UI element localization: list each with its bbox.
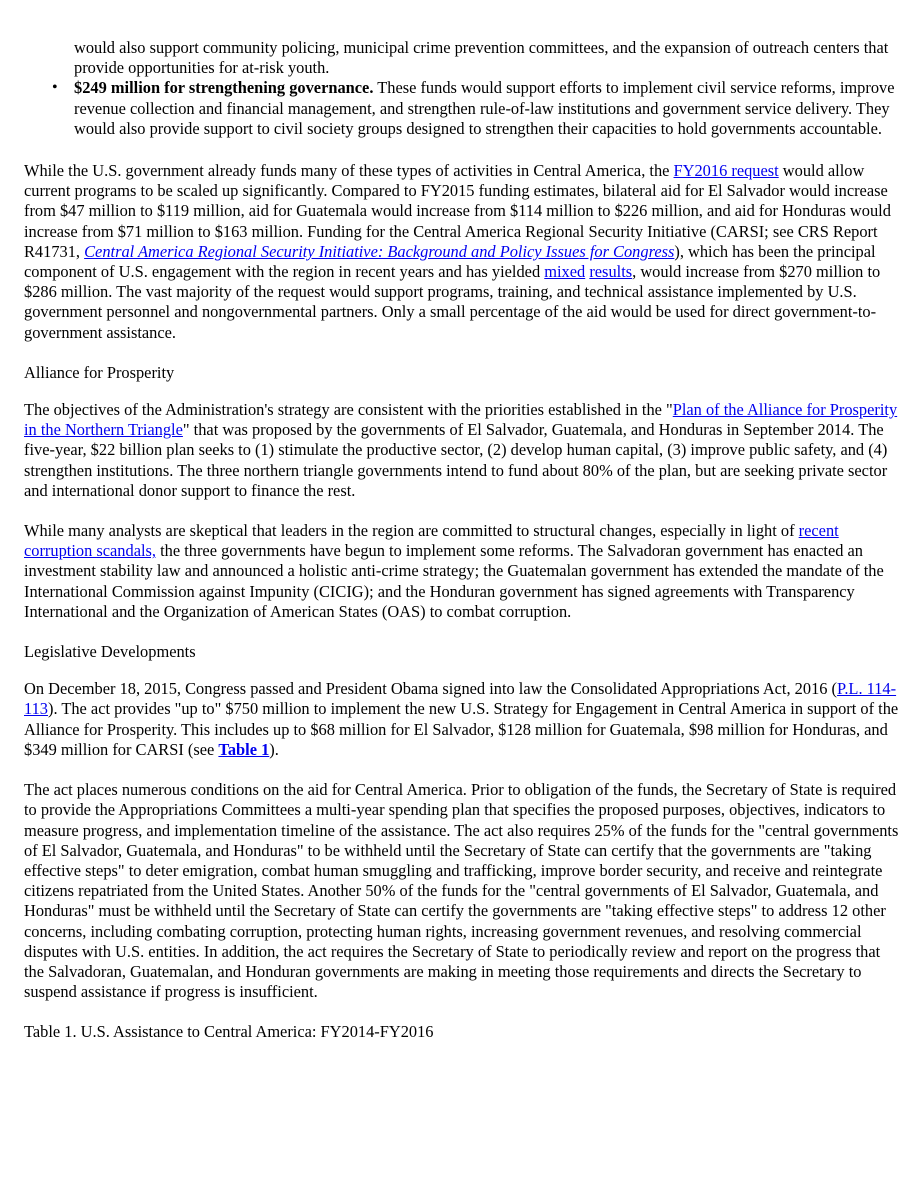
fy2016-request-link[interactable]: FY2016 request xyxy=(673,161,779,181)
results-link[interactable]: results xyxy=(589,262,633,282)
para4-text-1: On December 18, 2015, Congress passed and President Obama signed into law the Consolidated Appropriations Act, 2016 ( xyxy=(24,679,838,699)
para2-text-1: The objectives of the Administration's strategy are consistent with the priorities established in the " xyxy=(24,400,673,420)
alliance-plan-link[interactable]: Plan of the Alliance for Prosperity in the Northern Triangle xyxy=(24,400,898,440)
list-item xyxy=(52,78,900,139)
section-heading-alliance: Alliance for Prosperity xyxy=(24,362,175,382)
crs-report-link[interactable]: Central America Regional Security Initiative: Background and Policy Issues for Congress xyxy=(84,241,675,261)
bullet-text xyxy=(74,78,900,139)
mixed-link[interactable]: mixed xyxy=(544,262,586,282)
para4-text-3: ). xyxy=(269,739,279,759)
paragraph-reforms xyxy=(24,521,900,622)
section-heading-legislative: Legislative Developments xyxy=(24,642,196,662)
paragraph-fy2016-request xyxy=(24,161,900,343)
para1-text-3: ), which has been the principal component of U.S. engagement with the region in recent years and has yielded xyxy=(24,241,876,282)
para2-text-2: " that was proposed by the governments of El Salvador, Guatemala, and Honduras in September 2014. The five-year, $22 billion plan seeks to (1) stimulate the productive sector, (2) develop human capital, (3) improve public safety, and (4) strengthen institutions. The three northern triangle governments intend to fund about 80% of the plan, but are seeking private sector and international donor support to finance the rest. xyxy=(24,420,888,500)
table-1-link[interactable]: Table 1 xyxy=(218,739,270,759)
bullet-lead: $249 million for strengthening governance. xyxy=(74,78,374,98)
corruption-scandals-link[interactable]: recent corruption scandals, xyxy=(24,521,839,561)
para1-text-2: would allow current programs to be scaled up significantly. Compared to FY2015 funding estimates, bilateral aid for El Salvador would increase from $47 million to $119 million, aid for Guatemala would increase from $114 million to $226 million, and aid for Honduras would increase from $71 million to $163 million. Funding for the Central America Regional Security Initiative (CARSI; see CRS Report R41731, xyxy=(24,161,891,261)
para3-text-2: the three governments have begun to implement some reforms. The Salvadoran government has enacted an investment stability law and announced a holistic anti-crime strategy; the Guatemalan government has extended the mandate of the International Commission against Impunity (CICIG); and the Honduran government has signed agreements with Transparency International and the Organization of American States (OAS) to combat corruption. xyxy=(24,541,884,621)
paragraph-conditions: The act places numerous conditions on the aid for Central America. Prior to obligation of the funds, the Secretary of State is required to provide the Appropriations Committees a multi-year spending plan that specifies the proposed purposes, objectives, indicators to measure progress, and implementation timeline of the assistance. The act also requires 25% of the funds for the "central governments of El Salvador, Guatemala, and Honduras" to be withheld until the Secretary of State can certify that the governments are "taking effective steps" to deter emigration, combat human smuggling and trafficking, improve border security, and receive and reintegrate citizens repatriated from the United States. Another 50% of the funds for the "central governments of El Salvador, Guatemala, and Honduras" must be withheld until the Secretary of State can certify the governments are "taking effective steps" to address 12 other concerns, including combating corruption, protecting human rights, increasing government revenues, and resolving commercial disputes with U.S. entities. In addition, the act requires the Secretary of State to periodically review and report on the progress that the Salvadoran, Guatemalan, and Honduran governments are making in meeting those requirements and directs the Secretary to suspend assistance if progress is insufficient. xyxy=(24,780,899,1002)
bullet-dot-icon: • xyxy=(52,79,58,97)
public-law-link[interactable]: P.L. 114-113 xyxy=(24,679,897,719)
para4-text-2: ). The act provides "up to" $750 million to implement the new U.S. Strategy for Engagement in Central America in support of the Alliance for Prosperity. This includes up to $68 million for El Salvador, $128 million for Guatemala, $98 million for Honduras, and $349 million for CARSI (see xyxy=(24,699,899,759)
bullet-body: These funds would support efforts to implement civil service reforms, improve revenue collection and financial management, and strengthen rule-of-law institutions and government service delivery. They would also provide support to civil society groups designed to strengthen their capacities to hold governments accountable. xyxy=(74,78,895,138)
bullet-list xyxy=(24,78,900,139)
table-caption: Table 1. U.S. Assistance to Central America: FY2014-FY2016 xyxy=(24,1022,434,1042)
paragraph-appropriations-act xyxy=(24,679,900,760)
para3-text-1: While many analysts are skeptical that leaders in the region are committed to structural changes, especially in light of xyxy=(24,521,799,541)
para1-text-5: , would increase from $270 million to $286 million. The vast majority of the request would support programs, training, and technical assistance implemented by U.S. government personnel and nongovernmental partners. Only a small percentage of the aid would be used for direct government-to-government assistance. xyxy=(24,262,881,342)
para1-text-1: While the U.S. government already funds many of these types of activities in Central America, the xyxy=(24,161,674,181)
paragraph-alliance-plan xyxy=(24,400,900,501)
intro-continuation: would also support community policing, municipal crime prevention committees, and the expansion of outreach centers that provide opportunities for at-risk youth. xyxy=(74,38,889,78)
